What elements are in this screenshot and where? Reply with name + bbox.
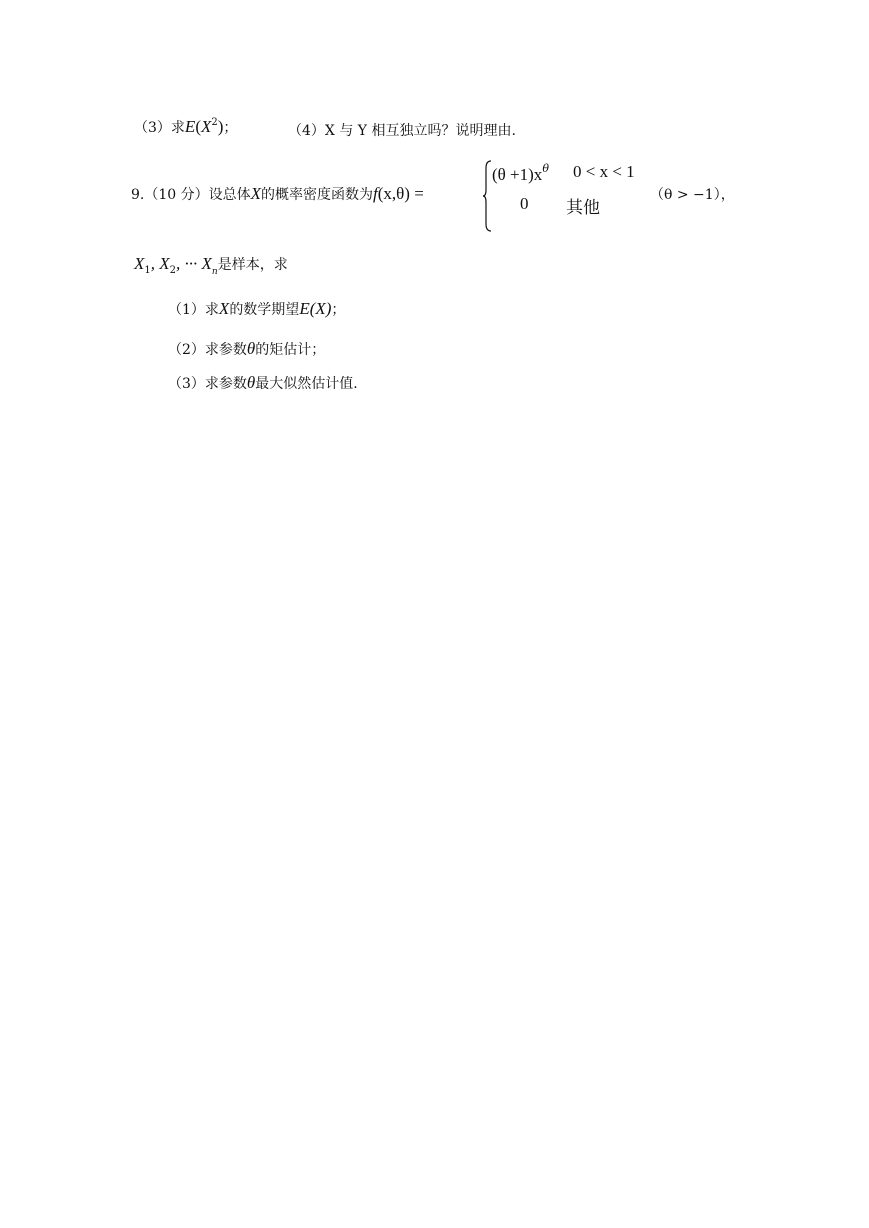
q9-sub1-line [168,299,345,319]
q8-part3-close: ) [217,117,224,136]
sample-dots: , ··· X [176,254,212,273]
sub1-label: （1）求 [168,302,219,318]
sub1-mid: 的数学期望 [229,302,300,318]
q8-part3-exp: 2 [211,117,218,128]
sub3-theta: θ [246,373,256,392]
sample-sub-n: n [211,267,218,277]
sub2-theta: θ [246,339,256,358]
q9-intro-tail: 的概率密度函数为 [261,187,374,203]
sample-X1: X [134,254,145,273]
q9-f-name: f [373,184,378,203]
sub3-tail: 最大似然估计值. [255,376,358,392]
q8-part3-open: ( [195,117,201,136]
case1-condition: 0 < x < 1 [573,162,635,181]
q9-sub3-line [168,373,358,393]
sub1-X: X [218,299,230,318]
sample-sub-1: 1 [144,265,151,276]
sub2-tail: 的矩估计； [255,342,326,358]
q9-var-X: X [250,184,262,203]
sample-X2: , X [150,254,170,273]
sample-sub-2: 2 [169,265,177,276]
case2-value: 0 [520,194,529,213]
q8-part3-end: ； [223,120,238,136]
q9-sample-line [134,254,288,277]
case1-expr: (θ +1)x [492,165,543,184]
q8-part3-E: E [184,117,196,136]
q8-part3-label: （3）求 [134,120,185,136]
q9-score: （10 分）设总体 [144,187,251,203]
piecewise-case-2 [520,194,529,214]
q9-sub2-line [168,339,325,359]
piecewise-case-1 [492,162,549,185]
q9-number: 9. [131,187,145,203]
case2-condition: 其他 [566,198,600,218]
piecewise-cond-2 [566,193,600,218]
sub1-arg: (X) [309,299,332,318]
q9-parameter-condition [650,184,735,204]
q8-part4-text: （4）X 与 Y 相互独立吗？说明理由. [288,123,516,139]
q8-part4-line [288,120,516,140]
sub3-label: （3）求参数 [168,376,247,392]
q9-condition: （θ > −1）， [650,187,735,203]
sub1-end: ； [331,302,346,318]
q8-part3-line [134,117,237,137]
sub1-E: E [299,299,310,318]
q8-part3-X: X [200,117,212,136]
sub2-label: （2）求参数 [168,342,247,358]
sample-tail: 是样本，求 [217,257,288,273]
piecewise-brace [482,160,492,232]
case1-exponent: θ [542,162,549,175]
q9-intro-line [131,184,424,204]
piecewise-cond-1 [573,162,635,182]
q9-f-args: (x,θ) = [377,184,424,203]
